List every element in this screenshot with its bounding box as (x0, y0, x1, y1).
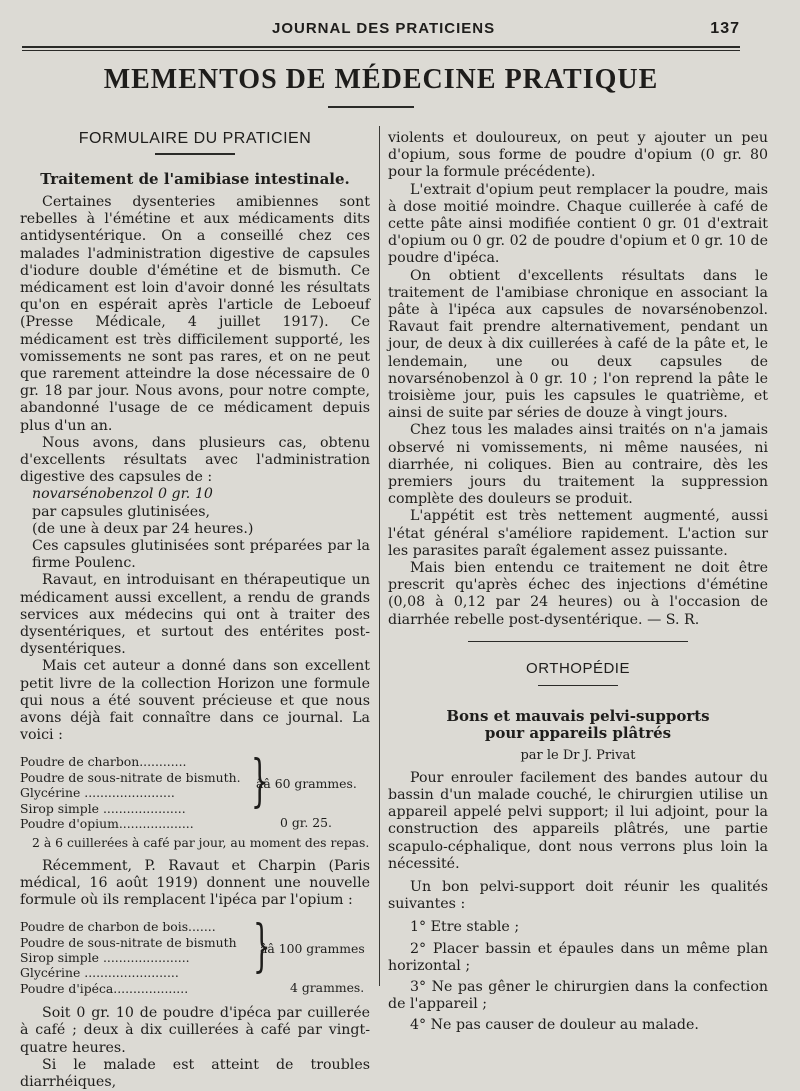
right-column (388, 130, 768, 1035)
prescription-line: (de une à deux par 24 heures.) (32, 520, 254, 537)
header-rule-thin (22, 50, 740, 51)
paragraph: Un bon pelvi-support doit réunir les qualités suivantes : (388, 878, 768, 913)
subsection-heading: Traitement de l'amibiase intestinale. (40, 169, 350, 188)
paragraph: Récemment, P. Ravaut et Charpin (Paris médical, 16 août 1919) donnent une nouvelle formule où ils remplacent l'ipéca par l'opium : (20, 857, 370, 909)
paragraph: L'appétit est très nettement augmenté, aussi l'état général s'améliore rapidement. L'action sur les parasites paraît également assez puissante. (388, 508, 768, 559)
recipe-item: Poudre de charbon de bois....... (20, 919, 216, 935)
article-title: pour appareils plâtrés (484, 724, 672, 743)
paragraph: Mais cet auteur a donné dans son excellent petit livre de la collection Horizon une formule qui nous a été souvent précieuse et que nous avons déjà fait connaître dans ce journal. La voici : (20, 658, 370, 744)
paragraph: Soit 0 gr. 10 de poudre d'ipéca par cuillerée à café ; deux à dix cuillerées à café par vingt-quatre heures. (20, 1005, 370, 1056)
recipe-item: Poudre de charbon............ (20, 754, 187, 770)
section-heading-wrap (388, 660, 768, 678)
list-item: 1° Etre stable ; (410, 919, 520, 936)
recipe-note: 2 à 6 cuillerées à café par jour, au moment des repas. (32, 835, 370, 851)
section-separator (468, 641, 688, 643)
recipe-item: Sirop simple ...................... (20, 950, 190, 966)
article-byline: par le Dr J. Privat (520, 747, 636, 763)
paragraph: Certaines dysenteries amibiennes sont rebelles à l'émétine et aux médicaments dits antidysentérique. On a conseillé chez ces malades l'administration digestive de capsules d'iodure double d'émétine et de bismuth. Ce médicament est loin d'avoir donné les résultats qu'on en espérait après l'article de Leboeuf (Presse Médicale, 4 juillet 1917). Ce médicament est très difficilement supporté, les vomissements ne sont pas rares, et on ne peut que rarement atteindre la dose nécessaire de 0 gr. 18 par jour. Nous avons, pour notre compte, abandonné l'usage de ce médicament depuis plus d'un an. (20, 193, 370, 434)
recipe-item: Glycérine ........................ (20, 965, 179, 981)
recipe-item: Glycérine ....................... (20, 785, 175, 801)
paragraph: violents et douloureux, on peut y ajouter un peu d'opium, sous forme de poudre d'opium (0 gr. 80 pour la formule précédente). (388, 130, 768, 181)
recipe-item: Sirop simple ..................... (20, 800, 186, 816)
recipe-item: Poudre de sous-nitrate de bismuth (20, 934, 237, 950)
recipe-quantity: ââ 100 grammes (260, 941, 365, 957)
paragraph: Ravaut, en introduisant en thérapeutique un médicament aussi excellent, a rendu de grands services aux médecins qui ont à traiter des dysentériques, et surtout des entérites post-dysentériques. (20, 572, 370, 658)
paragraph: Ces capsules glutinisées sont préparées par la firme Poulenc. (32, 537, 370, 572)
paragraph: Chez tous les malades ainsi traités on n'a jamais observé ni vomissements, ni même nausées, ni diarrhée, ni coliques. Bien au contraire, dès les premiers jours du traitement la suppression complète des douleurs se produit. (388, 422, 768, 508)
paragraph: Pour enrouler facilement des bandes autour du bassin d'un malade couché, le chirurgien utilise un appareil appelé pelvi support; il lui adjoint, pour la construction des appareils plâtrés, une partie scapulo-céphalique, dont nous verrons plus loin la nécessité. (388, 769, 768, 872)
prescription-line: novarsénobenzol 0 gr. 10 (32, 486, 213, 503)
section-rule (538, 685, 618, 687)
page-title: MEMENTOS DE MÉDECINE PRATIQUE (103, 64, 659, 95)
recipe-quantity: ââ 60 grammes. (256, 776, 357, 792)
header-rule (22, 46, 740, 48)
paragraph: L'extrait d'opium peut remplacer la poudre, mais à dose moitié moindre. Chaque cuillerée à café de cette pâte ainsi modifiée contient 0 gr. 01 d'extrait d'opium ou 0 gr. 02 de poudre d'opium et 0 gr. 10 de poudre d'ipéca. (388, 181, 768, 267)
page-number: 137 (710, 20, 740, 37)
paragraph: On obtient d'excellents résultats dans le traitement de l'amibiase chronique en associant la pâte à l'ipéca aux capsules de novarsénobenzol. Ravaut fait prendre alternativement, pendant un jour, de deux à dix cuillerées à café de la pâte et, le lendemain, une ou deux capsules de novarsénobenzol à 0 gr. 10 ; l'on reprend la pâte le troisième jour, puis les capsules le quatrième, et ainsi de suite par séries de douze à vingt jours. (388, 267, 768, 422)
section-heading-formulaire: FORMULAIRE DU PRATICIEN (78, 130, 312, 147)
list-item: 4° Ne pas causer de douleur au malade. (410, 1017, 699, 1034)
list-item: 3° Ne pas gêner le chirurgien dans la confection de l'appareil ; (388, 978, 768, 1013)
paragraph: Nous avons, dans plusieurs cas, obtenu d'excellents résultats avec l'administration digestive des capsules de : (20, 434, 370, 486)
recipe-quantity: 0 gr. 25. (280, 815, 332, 831)
recipe-quantity: 4 grammes. (290, 980, 365, 996)
recipe-1 (20, 749, 370, 834)
journal-title: JOURNAL DES PRATICIENS (272, 20, 496, 37)
paragraph: Mais bien entendu ce traitement ne doit être prescrit qu'après échec des injections d'émétine (0,08 à 0,12 par 24 heures) ou à l'occasion de diarrhée rebelle post-dysentérique. — S. R. (388, 560, 768, 628)
brace: } (252, 914, 271, 980)
left-column (20, 130, 370, 1091)
recipe-2 (20, 914, 370, 999)
brace: } (250, 749, 269, 815)
paragraph: Si le malade est atteint de troubles diarrhéiques, (20, 1056, 370, 1091)
recipe-item: Poudre de sous-nitrate de bismuth. (20, 769, 241, 785)
section-heading-orthopedie: ORTHOPÉDIE (526, 660, 630, 678)
column-divider (379, 126, 380, 986)
section-rule (155, 153, 235, 155)
prescription-line: par capsules glutinisées, (32, 503, 210, 520)
recipe-item: Poudre d'opium................... (20, 816, 194, 832)
article-title: Bons et mauvais pelvi-supports (446, 707, 710, 726)
recipe-item: Poudre d'ipéca................... (20, 980, 189, 996)
title-rule (328, 106, 414, 108)
list-item: 2° Placer bassin et épaules dans un même plan horizontal ; (388, 940, 768, 974)
